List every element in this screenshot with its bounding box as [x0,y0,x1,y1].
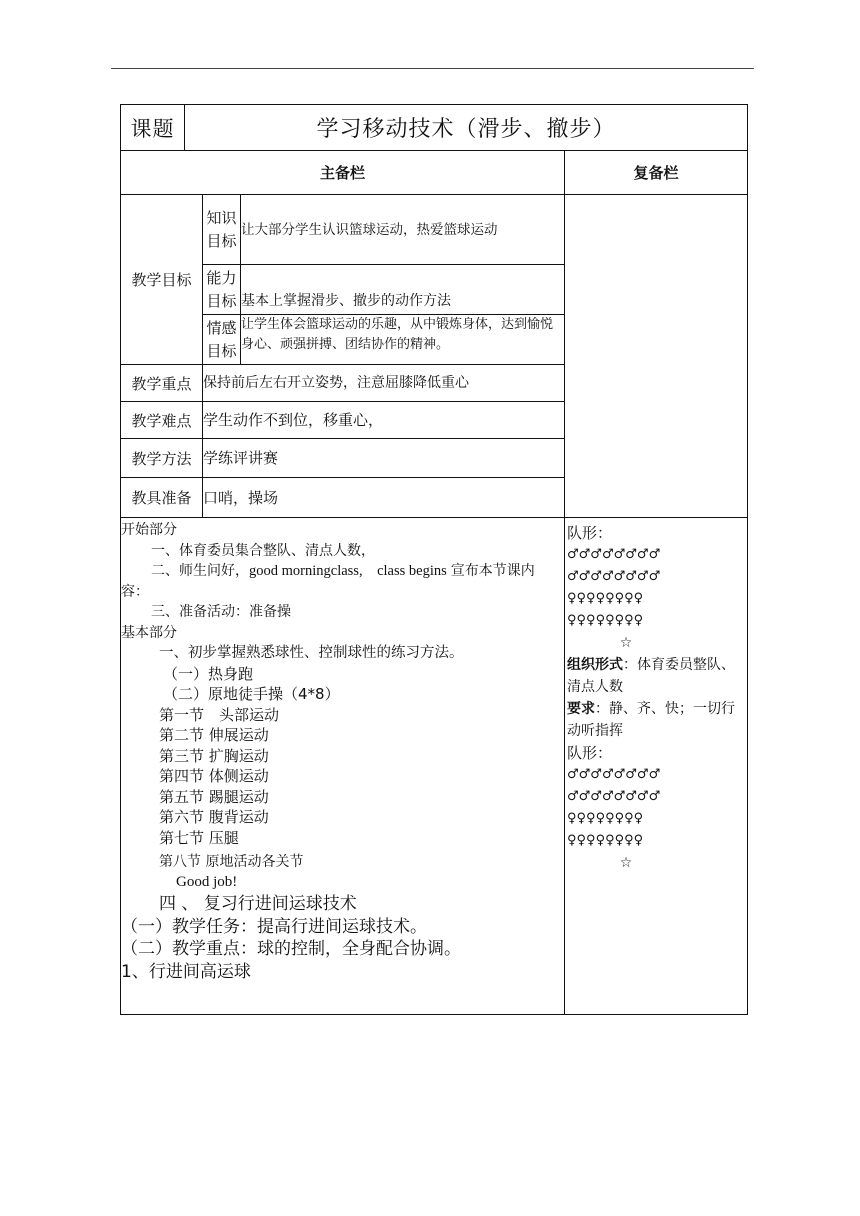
basic-item-4: 四 、 复习行进间运球技术 [159,894,357,914]
objectives-label: 教学目标 [121,195,203,365]
equipment-label: 教具准备 [121,478,203,518]
organization-label: 组织形式 [567,657,623,673]
method-text: 学练评讲赛 [203,439,565,478]
exercise-section-1: 第一节 头部运动 [159,705,280,724]
organization-text: ：体育委员整队、清点人数 [567,657,735,695]
start-item-2-part-c: 宣布本节课内 [450,563,535,579]
start-item-2-part-b: good morningclass, class begins [249,563,447,579]
exercise-section-2: 第二节 伸展运动 [159,726,269,744]
header-rule [111,68,754,69]
basic-sub-2: （二）原地徒手操（4*8） [163,685,340,703]
start-item-2-part-a: 二、师生问好， [151,563,249,579]
start-item-2 [121,561,564,582]
lesson-title: 学习移动技术（滑步、撤步） [185,105,748,151]
start-item-3: 三、准备活动：准备操 [151,604,291,620]
process-row [121,518,748,1015]
teaching-focus: （二）教学重点：球的控制，全身配合协调。 [121,939,461,959]
male-row-1: ♂♂♂♂♂♂♂♂ [567,547,661,562]
requirement-note [565,698,747,742]
male-row-2: ♂♂♂♂♂♂♂♂ [567,569,661,584]
male-row-3: ♂♂♂♂♂♂♂♂ [567,767,661,782]
main-column-header: 主备栏 [121,151,565,195]
start-item-1: 一、体育委员集合整队、清点人数， [151,542,375,559]
organization-note [565,654,747,698]
difficulty-text: 学生动作不到位，移重心， [203,402,565,439]
formation-notes-cell [565,518,748,1015]
secondary-notes-empty [565,195,748,518]
objective-row-knowledge [121,195,748,265]
exercise-section-7: 第七节 压腿 [159,828,239,847]
requirement-label: 要求 [567,701,595,717]
key-point-label: 教学重点 [121,365,203,402]
objective-label-line1: 知识 [206,208,237,227]
secondary-column-header: 复备栏 [565,151,748,195]
high-dribble: 1、行进间高运球 [121,961,251,982]
objective-knowledge-label [203,195,241,265]
objective-ability-text: 基本上掌握滑步、撤步的动作方法 [241,265,565,315]
male-row-4: ♂♂♂♂♂♂♂♂ [567,789,661,804]
female-row-3: ♀♀♀♀♀♀♀♀ [567,811,644,826]
formation-label-2: 队形： [567,744,613,762]
objective-label-line1: 情感 [206,318,237,337]
lesson-label: 课题 [121,105,185,151]
exercise-section-6: 第六节 腹背运动 [159,808,269,826]
difficulty-label: 教学难点 [121,402,203,439]
method-label: 教学方法 [121,439,203,478]
basic-item-1: 一、初步掌握熟悉球性、控制球性的练习方法。 [159,645,464,661]
column-header-row [121,151,748,195]
good-job-text: Good job! [176,874,238,890]
teaching-process-cell [121,518,565,1015]
female-row-2: ♀♀♀♀♀♀♀♀ [567,613,644,628]
objective-ability-label [203,265,241,315]
objective-emotion-label [203,315,241,365]
objective-emotion-text: 让学生体会篮球运动的乐趣，从中锻炼身体，达到愉悦身心、顽强拼搏、团结协作的精神。 [241,315,565,365]
teacher-star-icon: ☆ [619,635,633,651]
objective-label-line2: 目标 [206,341,237,360]
start-item-2-continued: 容： [121,583,149,600]
basic-section-title: 基本部分 [121,624,177,641]
exercise-section-4: 第四节 体侧运动 [159,767,269,785]
objective-knowledge-text: 让大部分学生认识篮球运动，热爱篮球运动 [241,195,565,265]
start-section-title: 开始部分 [121,522,177,538]
title-row [121,105,748,151]
lesson-plan-table [120,104,748,1015]
equipment-text: 口哨，操场 [203,478,565,518]
female-row-4: ♀♀♀♀♀♀♀♀ [567,833,644,848]
teaching-task: （一）教学任务：提高行进间运球技术。 [121,916,427,937]
female-row-1: ♀♀♀♀♀♀♀♀ [567,591,644,606]
key-point-text: 保持前后左右开立姿势，注意屈膝降低重心 [203,365,565,402]
basic-sub-1: （一）热身跑 [163,664,254,683]
exercise-section-5: 第五节 踢腿运动 [159,787,269,806]
objective-label-line2: 目标 [206,291,237,310]
teacher-star-icon-2: ☆ [619,855,633,871]
requirement-text: ：静、齐、快；一切行动听指挥 [567,701,735,739]
exercise-section-3: 第三节 扩胸运动 [159,746,269,765]
formation-label: 队形： [567,524,613,542]
objective-label-line2: 目标 [206,231,237,250]
objective-label-line1: 能力 [206,268,237,287]
exercise-section-8: 第八节 原地活动各关节 [159,854,304,870]
